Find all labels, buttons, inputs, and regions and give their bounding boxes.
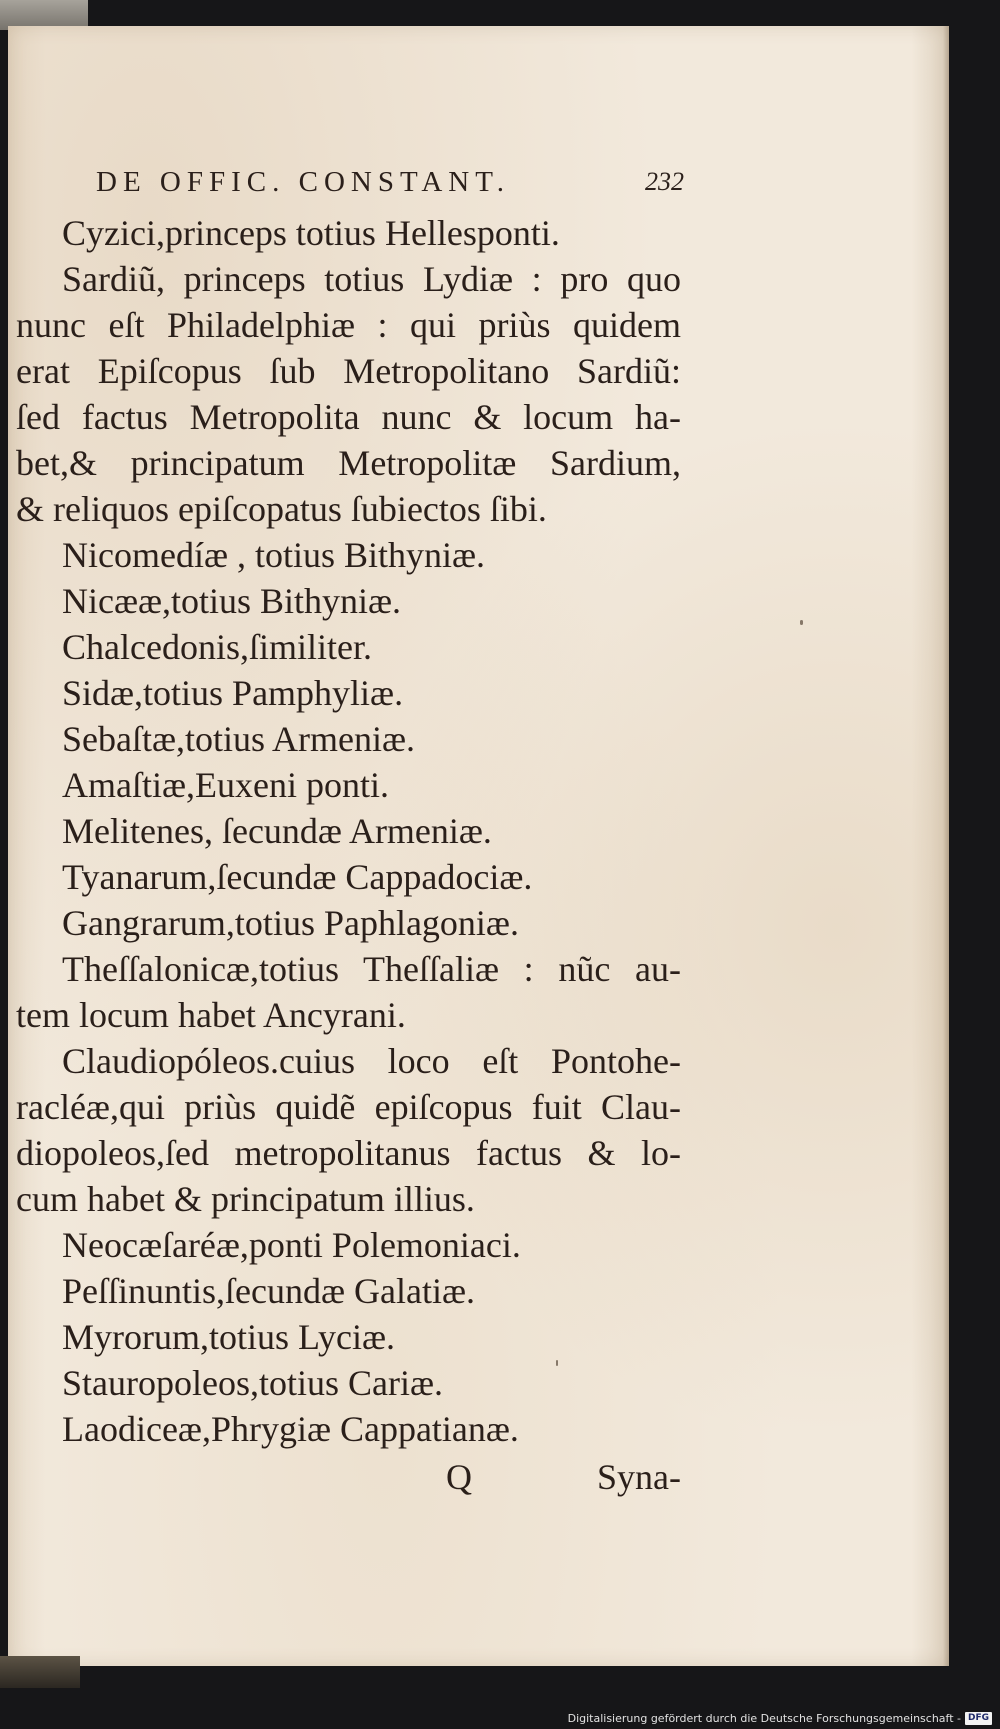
credit-text: Digitalisierung gefördert durch die Deutsche Forschungsgemeinschaft - bbox=[567, 1711, 961, 1725]
paper-speck bbox=[800, 620, 803, 625]
running-title: DE OFFIC. CONSTANT. bbox=[96, 166, 511, 198]
text-line: Amaſtiæ,Euxeni ponti. bbox=[62, 765, 389, 805]
text-line: ſed factus Metropolita nunc & locum ha- bbox=[16, 397, 681, 437]
dfg-logo-icon: DFG bbox=[965, 1712, 992, 1725]
binding-strip-bottom bbox=[0, 1656, 80, 1688]
text-line: Claudiopóleos.cuius loco eſt Pontohe- bbox=[62, 1041, 681, 1081]
text-line: Theſſalonicæ,totius Theſſaliæ : nũc au- bbox=[62, 949, 681, 989]
text-line: Laodiceæ,Phrygiæ Cappatianæ. bbox=[62, 1409, 519, 1449]
paper-speck bbox=[556, 1360, 558, 1366]
text-line: cum habet & principatum illius. bbox=[16, 1179, 475, 1219]
digitization-credit bbox=[568, 1710, 992, 1726]
page-edge-shadow bbox=[943, 26, 949, 1666]
text-line: diopoleos,ſed metropolitanus factus & lo- bbox=[16, 1133, 681, 1173]
text-line: Gangrarum,totius Paphlagoniæ. bbox=[62, 903, 519, 943]
text-line: nunc eſt Philadelphiæ : qui priùs quidem bbox=[16, 305, 681, 345]
text-line: racléæ,qui priùs quidẽ epiſcopus fuit Clau- bbox=[16, 1087, 681, 1127]
text-line: Tyanarum,ſecundæ Cappadociæ. bbox=[62, 857, 533, 897]
text-line: Sebaſtæ,totius Armeniæ. bbox=[62, 719, 416, 759]
text-line: erat Epiſcopus ſub Metropolitano Sardiũ: bbox=[16, 351, 681, 391]
signature-mark: Q bbox=[446, 1457, 472, 1497]
body-text bbox=[16, 210, 681, 1452]
text-line: Myrorum,totius Lyciæ. bbox=[62, 1317, 395, 1357]
text-line: & reliquos epiſcopatus ſubiectos ſibi. bbox=[16, 489, 547, 529]
text-line: Melitenes, ſecundæ Armeniæ. bbox=[62, 811, 492, 851]
page-number: 232 bbox=[645, 167, 684, 196]
text-line: Sidæ,totius Pamphyliæ. bbox=[62, 673, 404, 713]
running-head bbox=[96, 162, 684, 202]
text-line: Cyzici,princeps totius Hellesponti. bbox=[62, 213, 560, 253]
catchword: Syna- bbox=[597, 1457, 681, 1497]
text-line: Nicomedíæ , totius Bithyniæ. bbox=[62, 535, 486, 575]
text-line: Sardiũ, princeps totius Lydiæ : pro quo bbox=[62, 259, 681, 299]
text-line: Neocæſaréæ,ponti Polemoniaci. bbox=[62, 1225, 521, 1265]
text-line: bet,& principatum Metropolitæ Sardium, bbox=[16, 443, 681, 483]
text-line: Stauropoleos,totius Cariæ. bbox=[62, 1363, 443, 1403]
text-line: Chalcedonis,ſimiliter. bbox=[62, 627, 372, 667]
book-page bbox=[8, 26, 949, 1666]
page-footer bbox=[16, 1454, 681, 1500]
text-line: Nicææ,totius Bithyniæ. bbox=[62, 581, 402, 621]
text-line: tem locum habet Ancyrani. bbox=[16, 995, 406, 1035]
text-line: Peſſinuntis,ſecundæ Galatiæ. bbox=[62, 1271, 475, 1311]
